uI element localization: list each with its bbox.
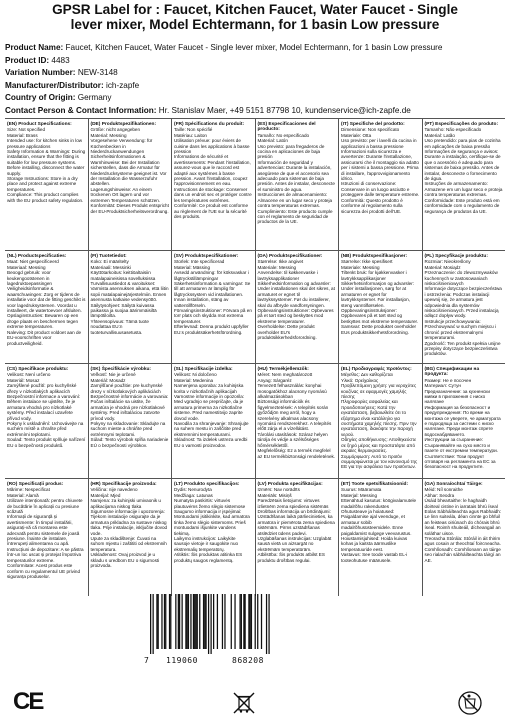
spec-heading: (IT) Specifiche del prodotto: (341, 122, 405, 127)
barcode-bar (241, 594, 242, 649)
spec-text: Størrelse: Ikke spesifisert Materiale: Messing Tiltenkt bruk: for kjøkkenvasker i lavtrykksapplikasjoner Sikkerhetsinformasjon og advarsler: Under installasjonen, sørg for at armaturen er egnet for lavtrykksystemer. Før installasjon, steng vanntilførselen. Oppbevaringsinstruksjoner: Oppbevares på et tørt sted og beskyttes mot ekstreme temperaturer. Samsvar: Dette produktet overholder EUs produktsikkerhetsforordning. (341, 259, 419, 335)
spec-band (5, 363, 505, 478)
spec-text: Storlek: Inte specificerad Material: Mässing Avsedd användning: för köksvaskar i lågtryckstillämpningar Säkerhetsinformation & varningar: Se till att armaturen är lämplig för lågtryckssystem vid installationen. Innan installation, stäng av vattentillförseln. Förvaringsinstruktioner: Förvara på en torr plats och skydda mot extrema temperaturer. Efterlevnad: Denna produkt uppfyller EU:s produktsäkerhetsförordning. (174, 259, 252, 335)
contact-row (5, 105, 505, 118)
spec-heading: (BG) Спецификации на продукта: (424, 367, 480, 378)
contact-label: Contact Person & Contact Information: (5, 105, 157, 115)
barcode-bar (213, 594, 214, 649)
spec-cell (88, 251, 172, 363)
spec-heading: (DA) Produktspecifikationer: (257, 254, 323, 259)
spec-cell (255, 479, 339, 596)
barcode-bar (194, 594, 195, 649)
spec-text: Veľkosť: Nie je určené Materiál: Mosadz Zamýšľané použitie: pre kuchynské drezy v nízkotlakových aplikáciách Bezpečnostné informácie a varovania: Počas inštalácie sa uistite, že armatúra je vhodná pre nízkotlakové systémy. Pred inštaláciou zatvorte prívod vody. Pokyny na skladovanie: Skladujte na suchom mieste a chráňte pred extrémnymi teplotami. Súlad: Tento výrobok spĺňa nariadenie EÚ o bezpečnosti výrobkov. (90, 372, 169, 448)
barcode-bar (205, 594, 206, 649)
barcode (145, 594, 270, 654)
spec-cell (88, 479, 172, 596)
spec-cell (255, 251, 339, 363)
spec-text: Μέγεθος: Δεν καθορίζεται Υλικό: Ορείχαλκος Προβλεπόμενη χρήση: για νεροχύτες κουζίνας σε εφαρμογές χαμηλής πίεσης Πληροφορίες ασφαλείας και προειδοποιήσεις: Κατά την εγκατάσταση, βεβαιωθείτε ότι το εξάρτημα είναι κατάλληλο για συστήματα χαμηλής πίεσης. Πριν την εγκατάσταση, διακόψτε την παροχή νερού. Οδηγίες αποθήκευσης: Αποθηκεύστε σε ξηρό μέρος και προστατέψτε από ακραίες θερμοκρασίες. Συμμόρφωση: Αυτό το προϊόν συμμορφώνεται με τον κανονισμό της ΕΕ για την ασφάλεια των προϊόντων. (341, 372, 418, 470)
barcode-bar (156, 594, 157, 649)
product-id-label: Product ID: (5, 55, 50, 65)
barcode-digits-right: 868208 (232, 656, 264, 665)
spec-text: Rozmiar: Nieokreślony Materiał: Mosiądz Przeznaczenie: do zlewozmywaków kuchennych w zastosowaniach niskociśnieniowych Informacje dotyczące bezpieczeństwa i ostrzeżenia: Podczas instalacji upewnij się, że armatura jest odpowiednia dla systemów niskociśnieniowych. Przed instalacją odłącz dopływ wody. Instrukcje przechowywania: Przechowywać w suchym miejscu i chronić przed ekstremalnymi temperaturami. Zgodność: Ten produkt spełnia unijne przepisy dotyczące bezpieczeństwa produktów. (424, 259, 502, 357)
barcode-bar (217, 594, 218, 649)
spec-band (5, 118, 505, 250)
barcode-bar (153, 594, 154, 654)
title-line-1: GPSR Label for : Faucet, Kitchen Faucet, Water Faucet - Single (52, 2, 458, 17)
spec-text: Size: Not specified Material: Brass Intended use: for kitchen sinks in low pressure applications Safety Information & Warnings: During installation, ensure that the fitting is suitable for low pressure systems. Before installing, disconnect the water supply. Storage Instructions: Store in a dry place and protect against extreme temperatures. Compliance: This product complies with the EU product safety regulation. (7, 127, 86, 203)
spec-cell (5, 119, 88, 250)
spec-heading: (DE) Produktspezifikationen: (90, 122, 157, 127)
barcode-bar (222, 594, 223, 649)
spec-heading: (RO) Specificații produs: (7, 482, 64, 487)
barcode-bar (224, 594, 225, 649)
spec-heading: (ET) Toote spetsifikatsioonid: (341, 482, 409, 487)
spec-heading: (NL) Productspecificaties: (7, 254, 67, 259)
title-line-2: lever mixer, Model Echtermann, for 1 basin Low pressure (70, 17, 440, 32)
barcode-bar (231, 594, 232, 649)
spec-text: Maat: Niet gespecificeerd Materiaal: Messing Beoogd gebruik: voor keukengootstenen in lagedruktoepassingen Veiligheidsinformatie & waarschuwingen: Zorg er tijdens de installatie voor dat de fitting geschikt is voor lagedruksystemen. Voordat u installeert, de watertoevoer afsluiten. Opslaginstructies: Bewaren op een droge plaats en beschermen tegen extreme temperaturen. Naleving: Dit product voldoet aan de EU-voorschriften voor productveiligheid. (7, 259, 86, 346)
manufacturer-label: Manufacturer/Distributor: (5, 80, 104, 90)
spec-cell (422, 479, 506, 596)
barcode-bar (170, 594, 171, 649)
spec-text: Taille: Non spécifié Matériau: Laiton Utilisation prévue: pour éviers de cuisine dans les applications à basse pression Informations de sécurité et avertissements: Pendant l'installation, assurez-vous que le raccord est adapté aux systèmes à basse pression. Avant l'installation, coupez l'approvisionnement en eau. Instructions de stockage: Conserver dans un endroit sec et protéger contre les températures extrêmes. Conformité: Ce produit est conforme au règlement de l'UE sur la sécurité des produits. (174, 127, 252, 219)
spec-text: Méid: Níl sonraithe Abhar: Seodra Úsáid bheartaithe: le haghaidh doirteal cistine in iarratais bhrú íseal Eolas Sábháilteachta agus Rabhaidh: Le linn suiteála, déan cinnte go bhfuil an feisteas oiriúnach do chórais bhrú íseal. Roimh shuiteáil, dícheangail an soláthar uisce. Treoracha Stórála: Stóráil in áit thirim agus cosain ar theochtaí foircneacha. Comhlíonadh: Comhlíonann an táirge seo rialachán sábháilteachta táirgí an AE. (424, 487, 502, 563)
barcode-bar (182, 594, 183, 649)
spec-heading: (EL) Προδιαγραφές προϊόντος: (341, 367, 412, 372)
barcode-bar (193, 594, 194, 649)
spec-text: Tamaño: No especificado Material: Latón Uso previsto: para fregaderos de cocina en aplicaciones de baja presión Información de seguridad y advertencias: Durante la instalación, asegúrese de que el accesorio sea adecuado para sistemas de baja presión. Antes de instalar, desconecte el suministro de agua. Instrucciones de almacenamiento: Almacene en un lugar seco y proteja contra temperaturas extremas. Cumplimiento: Este producto cumple con el reglamento de seguridad de productos de la UE. (257, 132, 335, 225)
spec-text: Izmērs: Nav norādīts Materiāls: Misiņš Paredzētais lietojums: virtuves izlietnēm zema spiediena sistēmās Drošības informācija un brīdinājumi: Uzstādīšanas laikā pārliecinieties, ka armatūra ir piemērota zema spiediena sistēmām. Pirms uzstādīšanas atslēdziet ūdens padevi. Uzglabāšanas instrukcijas: Uzglabāt sausā vietā un aizsargāt no ekstrēmām temperatūrām. Atbilstība: Šis produkts atbilst ES produktu drošības regulai. (257, 487, 335, 563)
barcode-bar (203, 594, 204, 649)
spec-cell (88, 364, 172, 478)
manufacturer-value: ich-zapfe (106, 80, 140, 90)
barcode-bar (208, 594, 209, 654)
spec-cell (255, 364, 339, 478)
barcode-bar (169, 594, 170, 649)
barcode-bar (185, 594, 186, 649)
spec-heading: (HR) Specifikacije proizvoda: (90, 482, 157, 487)
bin-crossed-icon (231, 690, 257, 716)
spec-band (5, 478, 505, 596)
spec-heading: (FR) Spécifications du produit: (174, 122, 245, 127)
barcode-bar (257, 594, 258, 649)
spec-cell (171, 479, 255, 596)
barcode-bar (261, 594, 262, 649)
barcode-bar (251, 594, 252, 649)
spec-cell (5, 364, 88, 478)
product-id-value: 4483 (51, 55, 70, 65)
barcode-bar (243, 594, 244, 649)
ce-mark: CE (13, 688, 43, 715)
barcode-bar (175, 594, 176, 649)
spec-cell (422, 119, 506, 250)
barcode-bar (164, 594, 165, 649)
barcode-bar (161, 594, 162, 649)
barcode-bar (158, 594, 159, 649)
spec-text: Размер: Не е посочен Материал: Сутун Предназначение: за кухненски мивки в приложения с ниско налягане Информация за безопасност и предупреждения: По време на монтажа се уверете, че арматурата е подходяща за системи с ниско налягане. Преди монтаж спрете водоснабдяването. Инструкции за съхранение: Съхранявайте на сухо място и пазете от екстремни температури. Съответствие: Този продукт отговаря на регламента на ЕС за безопасност на продуктите. (424, 377, 501, 470)
spec-heading: (PT) Especificações do produto: (424, 122, 499, 127)
spec-heading: (HU) Termékjellemzők: (257, 367, 309, 372)
spec-heading: (GA) Sonraíochtaí Táirge: (424, 482, 483, 487)
specifications-grid (5, 118, 505, 596)
spec-cell (171, 251, 255, 363)
spec-text: Velikost: Není určeno Materiál: Mosaz Zamýšlené použití: pro kuchyňské dřezy v nízkotlakých aplikacích Bezpečnostní informace a varování: Během instalace se ujistěte, že je armatura vhodná pro nízkotlaké systémy. Před instalací uzavřete přívod vody. Pokyny k uskladnění: Uchovávejte na suchém místě a chraňte před extrémními teplotami. Soulad: Tento produkt splňuje nařízení EU o bezpečnosti produktů. (7, 372, 86, 448)
barcode-digits-left: 119060 (166, 656, 198, 665)
spec-band (5, 250, 505, 363)
barcode-bar (150, 594, 151, 654)
variation-number-label: Variation Number: (5, 68, 76, 78)
spec-heading: (EN) Product Specifications: (7, 122, 72, 127)
product-name-row (5, 42, 505, 55)
spec-text: Størrelse: Ikke angivet Materiale: Messing Anvendelse: til køkkenvaske i lavtryksapplikationer Sikkerhedsinformation og advarsler: Under installationen skal det sikres, at armaturet er egnet til lavtrykssystemer. Før du installerer, skal du afbryde vandforsyningen. Opbevaringsinstruktioner: Opbevares på et tørt sted og beskyttes mod ekstreme temperaturer. Overholdelse: Dette produkt overholder EU's produktsikkerhedsforordning. (257, 259, 335, 341)
barcode-bar (234, 594, 235, 649)
spec-cell (338, 119, 422, 250)
spec-heading: (LT) Produkto specifikacijos: (174, 482, 240, 487)
barcode-bar (188, 594, 189, 649)
barcode-bar (245, 594, 246, 649)
spec-cell (338, 251, 422, 363)
barcode-bar (250, 594, 251, 649)
barcode-bar (248, 594, 249, 649)
barcode-bar (255, 594, 256, 649)
barcode-bar (199, 594, 200, 649)
barcode-bar (179, 594, 180, 649)
barcode-lead-digit: 7 (144, 656, 149, 665)
no-dispose-icon (457, 690, 483, 716)
manufacturer-row (5, 80, 505, 93)
spec-text: Größe: nicht angegeben Material: Messing Vorgesehene Verwendung: für Küchenbecken in Niederdruckanwendungen Sicherheitsinformationen & Warnhinweise: Bei der Installation sicherstellen, dass die Armatur für Niederdrucksysteme geeignet ist. Vor der Installation die Wasserzufuhr abstellen. Lagerungshinweise: An einem trockenen Ort lagern und vor extremen Temperaturen schützen. Konformität: Dieses Produkt entspricht der EU-Produktsicherheitsverordnung. (90, 127, 169, 214)
barcode-bar (178, 594, 179, 649)
country-row (5, 92, 505, 105)
spec-cell (5, 251, 88, 363)
spec-heading: (PL) Specyfikacje produktu: (424, 254, 488, 259)
spec-heading: (SK) Špecifikácie výrobku: (90, 367, 152, 372)
spec-heading: (FI) Tuotetiedot: (90, 254, 127, 259)
barcode-bar (239, 594, 240, 649)
spec-text: Dimensione: Non specificato Materiale: Otta Uso previsto: per i lavelli da cucina in applicazioni a bassa pressione Informazioni sulla sicurezza e avvertenze: Durante l'installazione, assicurarsi che il montaggio sia adatto per i sistemi a bassa pressione. Prima di installare, l'approvvigionamento idrico. Istruzioni di conservazione: Conservare in un luogo asciutto e proteggere dalle temperature estreme. Conformità: Questo prodotto è conforme al regolamento sulla sicurezza dei prodotti dell'UE. (341, 127, 420, 214)
variation-number-row (5, 67, 505, 80)
spec-heading: (SV) Produktspecifikationer: (174, 254, 239, 259)
spec-text: Suurus: Määramata Materjal: Messing Ettenähtud kasutus: köögivalamutele madalrõhu rakendustes Ohutusteave ja hoiatused: Paigaldamise ajal veenduge, et armatuur sobib madalrõhusüsteemidele. Enne paigaldamist sulgege veevarustus. Hoiustamisjuhised: Hoida kuivas kohas ja kaitsta äärmuslike temperatuuride eest. Vastavus: See toode vastab EL-i tooteohutuse määrusele. (341, 487, 417, 563)
label-title (10, 2, 500, 32)
spec-heading: (CS) Specifikace produktu: (7, 367, 69, 372)
spec-text: Mărime: Nespecificat Material: Alamă Utilizare intenționată: pentru chiuvete de bucătărie în aplicații cu presiune scăzută Informații de siguranță și avertismente: În timpul instalării, asigurați-vă că montarea este adecvată pentru sistemele de joasă presiune. Înainte de instalare, întrerupeți alimentarea cu apă. Instrucțiuni de depozitare: A se păstra într-un loc uscat și protejat împotriva temperaturilor extreme. Conformitate: Acest produs este conform cu regulamentul UE privind siguranța produselor. (7, 487, 84, 579)
spec-heading: (SL) Specifikacije izdelka: (174, 367, 233, 372)
spec-heading: (LV) Produkta specifikācijas: (257, 482, 323, 487)
spec-text: Tamanho: Não especificado Material: Latão Uso pretendido: para pias de cozinha em aplicações de baixa pressão Informações de segurança e avisos: Durante a instalação, certifique-se de que o acessório é adequado para sistemas de baixa pressão. Antes de instalar, desconecte o fornecimento de água. Instruções de armazenamento: Armazene em um lugar seco e proteja contra temperaturas extremas. Conformidade: Este produto está em conformidade com o regulamento de segurança de produtos da UE. (424, 127, 503, 214)
spec-cell (422, 364, 506, 478)
barcode-bar (204, 594, 205, 649)
spec-cell (338, 479, 422, 596)
barcode-bar (197, 594, 198, 649)
spec-cell (338, 364, 422, 478)
barcode-bar (210, 594, 211, 654)
spec-cell (88, 119, 172, 250)
country-label: Country of Origin: (5, 93, 76, 103)
barcode-bar (190, 594, 191, 649)
spec-text: Velikost: Ni določeno Material: Medenina Namenjena uporaba: za kuhinjska korita v nizkotlačnih aplikacijah Varnostne informacije in opozorila: Med vgradnjo se prepričajte, da je armatura primerna za nizkotlačne sisteme. Pred namestitvijo zaprite dovod vode. Navodila za shranjevanje: Shranjujte na suhem mestu in zaščitite pred ekstremnimi temperaturami. Skladnost: Ta izdelek ustreza uredbi EU o varnosti proizvodov. (174, 372, 249, 448)
spec-text: Méret: Nem meghatározott Anyag: Sárgaréz Tervezett felhasználás: konyhai mosogatókhoz alacsony nyomású alkalmazásokban Biztonsági információk és figyelmeztetések: A telepítés során győződjön meg arról, hogy a szerelvény alkalmas alacsony nyomású rendszerekhez. A telepítés előtt zárja el a vízellátást. Tárolási utasítások: Száraz helyen tárolja és védje a szélsőséges hőmérséklettől. Megfelelőség: Ez a termék megfelel az EU termékbiztonsági rendeletének. (257, 372, 336, 459)
variation-number-value: NEW-3148 (77, 68, 118, 78)
product-id-row (5, 55, 505, 68)
spec-cell (422, 251, 506, 363)
barcode-bar (165, 594, 166, 649)
barcode-bar (187, 594, 188, 649)
spec-cell (255, 119, 339, 250)
spec-heading: (ES) Especificaciones del producto: (257, 122, 316, 133)
spec-cell (171, 119, 255, 250)
spec-text: Veličina: nije navedeno Materijal: Mjed Namjena: za kuhinjski umivaonik u aplikacijama niskog tlaka Sigurnosne informacije i upozorenja: Tijekom instalacije osigurajte da je armatura prikladna za sustave niskog tlaka. Prije instalacije, isključite dovod vode. Upute za skladištenje: Čuvati na suhom mjestu i zaštititi od ekstremnih temperatura. Usklađenost: Ovaj proizvod je u skladu s uredbom EU o sigurnosti proizvoda. (90, 487, 168, 569)
contact-value: Hr. Stanislav Maer, +49 5151 87798 10, kundenservice@ich-zapfe.de (158, 105, 411, 115)
product-name-value: Faucet, Kitchen Faucet, Water Faucet - Single lever mixer, Model Echtermann, for 1 basin Low pressure (65, 43, 443, 52)
spec-text: Koko: Ei määritelty Materiaali: Messinki Käyttötarkoitus: keittiöaltaisiin matalapaineisissa sovelluksissa Turvallisuustiedot & varoitukset: Varmista asennuksen aikana, että liitin sopii matalapainejärjestelmiin. Ennen asennusta katkaise vedensyöttö. Säilytysohjeet: Säilytä kuivassa paikassa ja suojaa äärimmäisiltä lämpötiloilta. Yhteensopivuus: Tämä tuote noudattaa EU:n tuoteturvallisuusasetusta. (90, 259, 169, 335)
country-value: Germany (77, 93, 112, 103)
spec-cell (5, 479, 88, 596)
barcode-bar (195, 594, 196, 649)
barcode-bar (266, 594, 267, 654)
spec-cell (171, 364, 255, 478)
spec-heading: (NB) Produktspesifikasjoner: (341, 254, 408, 259)
product-name-label: Product Name: (5, 43, 64, 52)
spec-text: Dydis: Nenurodyta Medžiaga: Latunas Numatyta paskirtis: virtuvės plautuvėms žemo slėgio sistemose Saugumo informacija ir įspėjimai: Montuodami įsitikinkite, kad armatūra tinka žemo slėgio sistemoms. Prieš montuodami išjunkite vandens tiekimą. Laikymo instrukcijos: Laikykite sausoje vietoje ir saugokite nuo ekstremalių temperatūrų. Atitiktis: Šis produktas atitinka ES produktų saugos reglamentą. (174, 487, 250, 563)
barcode-bar (268, 594, 269, 654)
product-info (5, 42, 505, 118)
